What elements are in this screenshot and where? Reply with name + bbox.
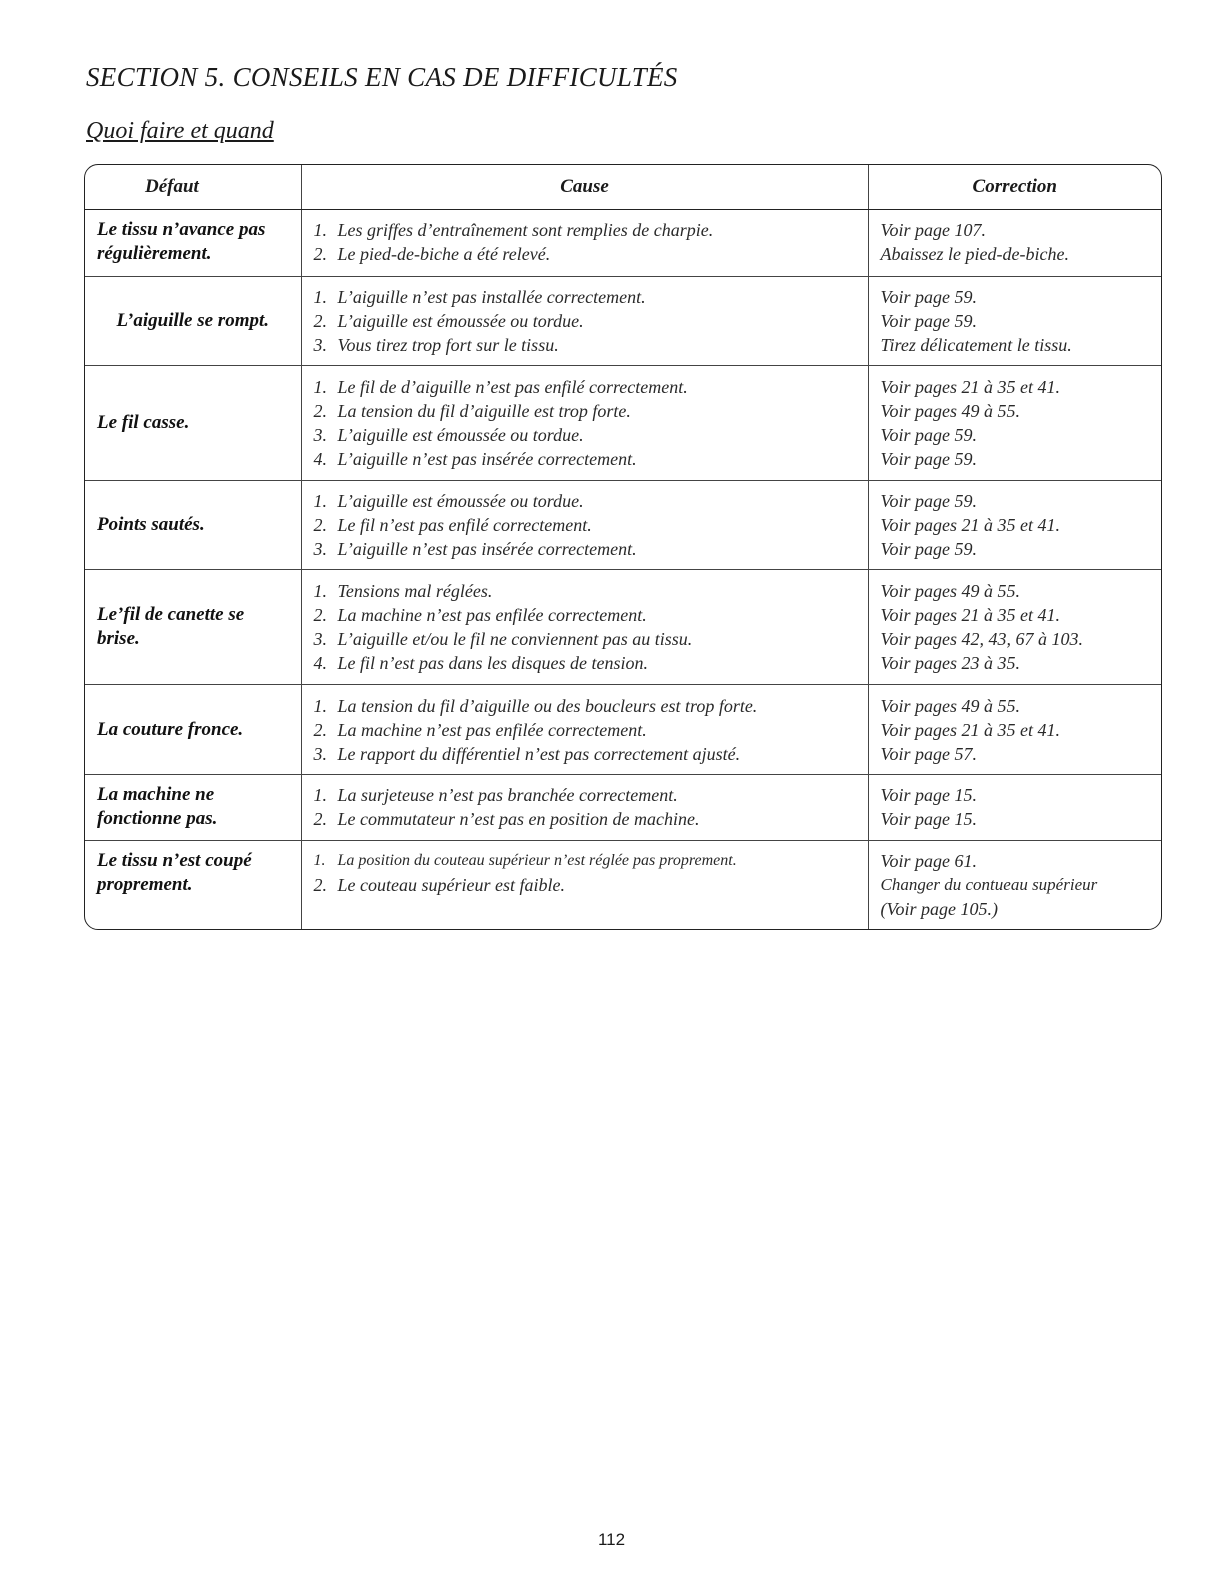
table-row xyxy=(85,570,1161,685)
correction-item: Voir pages 49 à 55. xyxy=(880,695,1020,716)
cause-cell xyxy=(301,841,868,930)
correction-item: Voir pages 49 à 55. xyxy=(880,401,1020,421)
defect-line: Le tissu n’avance pas xyxy=(97,219,266,240)
correction-cell xyxy=(868,775,1161,841)
correction-item: (Voir page 105.) xyxy=(880,899,998,919)
correction-cell xyxy=(868,366,1161,481)
defect-line: Le fil casse. xyxy=(97,412,190,433)
table-row xyxy=(85,775,1161,841)
table-row xyxy=(85,685,1161,775)
cause-item: 1. La surjeteuse n’est pas branchée correctement. xyxy=(313,785,678,805)
correction-cell xyxy=(868,481,1161,570)
table-row xyxy=(85,841,1161,930)
defect-cell xyxy=(85,277,301,366)
cause-cell xyxy=(301,685,868,775)
correction-item: Voir pages 21 à 35 et 41. xyxy=(880,515,1060,535)
correction-item: Voir page 59. xyxy=(880,287,977,307)
cause-item: 2. Le commutateur n’est pas en position de machine. xyxy=(313,809,700,829)
cause-cell xyxy=(301,277,868,366)
cause-item: 2. La machine n’est pas enfilée correctement. xyxy=(313,719,647,740)
cause-item: 2. Le pied-de-biche a été relevé. xyxy=(313,244,551,264)
defect-line: Le’fil de canette se xyxy=(97,604,245,625)
correction-item: Voir page 107. xyxy=(880,220,986,240)
cause-item: 3. L’aiguille et/ou le fil ne conviennent pas au tissu. xyxy=(313,629,693,649)
header-correction: Correction xyxy=(868,165,1161,210)
defect-line: brise. xyxy=(97,628,140,649)
table-row xyxy=(85,277,1161,366)
cause-item: 3. Le rapport du différentiel n’est pas correctement ajusté. xyxy=(313,743,741,764)
cause-item: 3. L’aiguille est émoussée ou tordue. xyxy=(313,425,584,445)
defect-line: Le tissu n’est coupé xyxy=(97,850,252,871)
correction-cell xyxy=(868,841,1161,930)
header-cause: Cause xyxy=(301,165,868,210)
table-row xyxy=(85,481,1161,570)
cause-cell xyxy=(301,481,868,570)
section-title: SECTION 5. CONSEILS EN CAS DE DIFFICULTÉS xyxy=(86,62,678,92)
cause-item: 1. La tension du fil d’aiguille ou des boucleurs est trop forte. xyxy=(313,695,758,716)
cause-item: 1. Le fil de d’aiguille n’est pas enfilé correctement. xyxy=(313,377,688,397)
defect-cell xyxy=(85,210,301,277)
defect-cell xyxy=(85,775,301,841)
correction-item: Abaissez le pied-de-biche. xyxy=(880,244,1069,264)
correction-item: Changer du contueau supérieur xyxy=(880,875,1098,894)
correction-item: Voir pages 42, 43, 67 à 103. xyxy=(880,629,1083,649)
defect-line: L’aiguille se rompt. xyxy=(116,310,270,331)
defect-cell xyxy=(85,366,301,481)
troubleshooting-table xyxy=(84,164,1162,930)
defect-cell xyxy=(85,570,301,685)
page-number: 112 xyxy=(597,1530,626,1549)
cause-cell xyxy=(301,775,868,841)
correction-item: Tirez délicatement le tissu. xyxy=(880,335,1072,355)
correction-item: Voir page 57. xyxy=(880,743,977,764)
defect-line: fonctionne pas. xyxy=(97,808,218,829)
defect-cell xyxy=(85,481,301,570)
correction-item: Voir page 59. xyxy=(880,491,977,511)
correction-item: Voir page 59. xyxy=(880,449,977,469)
subtitle: Quoi faire et quand xyxy=(86,118,274,144)
correction-item: Voir page 59. xyxy=(880,425,977,445)
correction-item: Voir page 61. xyxy=(880,851,977,871)
defect-cell xyxy=(85,841,301,930)
cause-cell xyxy=(301,570,868,685)
cause-item: 1. L’aiguille n’est pas installée correctement. xyxy=(313,287,646,307)
correction-item: Voir page 59. xyxy=(880,539,977,559)
correction-item: Voir page 15. xyxy=(880,809,977,829)
correction-cell xyxy=(868,570,1161,685)
defect-line: La machine ne xyxy=(97,784,215,805)
correction-item: Voir page 59. xyxy=(880,311,977,331)
cause-item: 3. L’aiguille n’est pas insérée correctement. xyxy=(313,539,637,559)
cause-item: 4. Le fil n’est pas dans les disques de tension. xyxy=(313,653,648,673)
cause-item: 1. Les griffes d’entraînement sont remplies de charpie. xyxy=(313,220,714,240)
defect-line: proprement. xyxy=(97,874,193,895)
correction-cell xyxy=(868,685,1161,775)
cause-item: 2. La tension du fil d’aiguille est trop forte. xyxy=(313,401,631,421)
cause-item: 4. L’aiguille n’est pas insérée correctement. xyxy=(313,449,637,469)
correction-item: Voir page 15. xyxy=(880,785,977,805)
correction-cell xyxy=(868,277,1161,366)
cause-item: 1. La position du couteau supérieur n’est réglée pas proprement. xyxy=(313,852,737,869)
defect-line: régulièrement. xyxy=(97,243,212,264)
correction-item: Voir pages 21 à 35 et 41. xyxy=(880,605,1060,625)
cause-item: 2. Le fil n’est pas enfilé correctement. xyxy=(313,515,592,535)
table-header-row xyxy=(85,165,1161,210)
correction-item: Voir pages 49 à 55. xyxy=(880,581,1020,601)
cause-item: 2. L’aiguille est émoussée ou tordue. xyxy=(313,311,584,331)
correction-cell xyxy=(868,210,1161,277)
header-defect: Défaut xyxy=(85,165,301,210)
table-row xyxy=(85,366,1161,481)
cause-item: 2. Le couteau supérieur est faible. xyxy=(313,875,565,895)
defect-line: Points sautés. xyxy=(97,514,205,535)
correction-item: Voir pages 21 à 35 et 41. xyxy=(880,719,1060,740)
cause-cell xyxy=(301,366,868,481)
correction-item: Voir pages 21 à 35 et 41. xyxy=(880,377,1060,397)
cause-item: 3. Vous tirez trop fort sur le tissu. xyxy=(313,335,559,355)
cause-cell xyxy=(301,210,868,277)
correction-item: Voir pages 23 à 35. xyxy=(880,653,1020,673)
defect-line: La couture fronce. xyxy=(97,718,244,740)
cause-item: 2. La machine n’est pas enfilée correctement. xyxy=(313,605,647,625)
defect-cell xyxy=(85,685,301,775)
cause-item: 1. L’aiguille est émoussée ou tordue. xyxy=(313,491,584,511)
table-row xyxy=(85,210,1161,277)
cause-item: 1. Tensions mal réglées. xyxy=(313,581,493,601)
